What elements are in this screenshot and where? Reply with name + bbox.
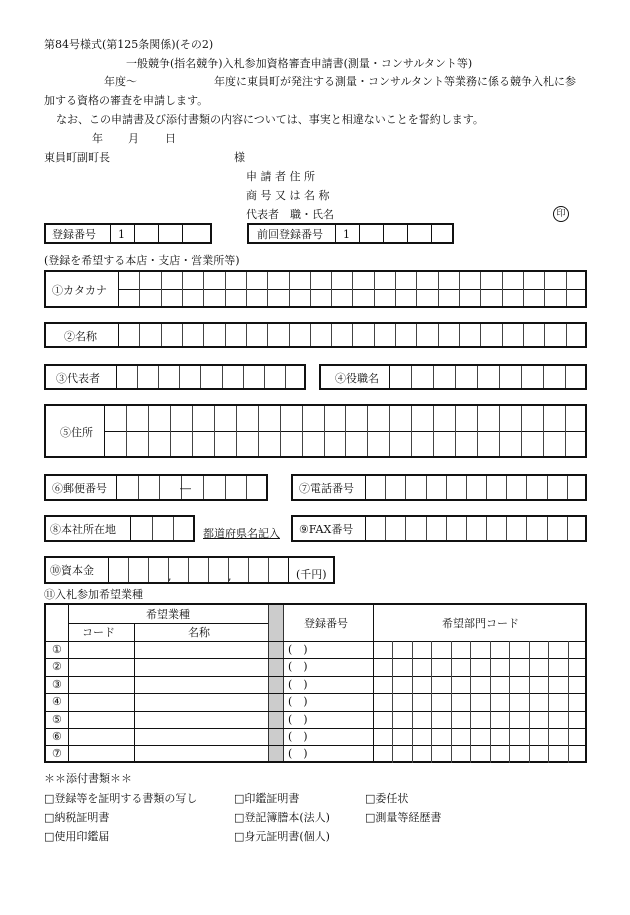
date-month: 月 [128,132,139,145]
representative-field[interactable] [44,364,306,390]
address-label: ⑤住所 [60,426,93,439]
bid-table-title: ⑪入札参加希望業種 [44,588,143,601]
date-day: 日 [165,132,176,145]
attachment-item[interactable]: □使用印鑑届 [44,830,110,843]
applicant-name-label: 商 号 又 は 名 称 [246,189,330,202]
row-number: ⑥ [52,730,62,743]
page-title: 一般競争(指名競争)入札参加資格審査申請書(測量・コンサルタント等) [126,57,473,70]
address-field[interactable] [44,404,587,458]
attachment-item[interactable]: □委任状 [365,792,409,805]
hq-location-label: ⑧本社所在地 [50,523,116,536]
postal-code-label: ⑥郵便番号 [52,482,107,495]
row-registration-paren: ( ) [288,695,308,709]
prev-registration-number-box[interactable] [247,223,454,244]
name-label: ②名称 [64,330,97,343]
date-year: 年 [92,132,103,145]
col-name-header: 名称 [188,626,210,639]
attachment-item[interactable]: □登記簿謄本(法人) [234,811,330,824]
capital-unit: (千円) [296,568,327,581]
prefecture-note: 都道府県名記入 [203,527,280,540]
row-number: ③ [52,677,62,691]
honorific: 様 [234,151,245,164]
row-number: ② [52,660,62,674]
row-registration-paren: ( ) [288,677,308,691]
capital-comma-1: , [168,570,172,583]
registration-number-box[interactable] [44,223,212,244]
phone-field[interactable] [291,474,587,501]
applicant-rep-label: 代表者 職・氏名 [246,208,334,221]
col-dept-code-header: 希望部門コード [442,617,519,630]
position-field[interactable] [319,364,587,390]
attachment-item[interactable]: □納税証明書 [44,811,110,824]
registration-number-value: 1 [118,228,125,241]
row-registration-paren: ( ) [288,730,308,743]
postal-dash: ― [180,482,191,495]
position-label: ④役職名 [335,372,379,385]
capital-comma-2: , [228,570,232,583]
body-line-2: 加する資格の審査を申請します。 [44,94,209,107]
registration-number-label: 登録番号 [52,228,96,241]
prev-registration-value: 1 [343,228,350,241]
body-line-3: なお、この申請書及び添付書類の内容については、事実と相違ないことを誓約します。 [56,113,484,126]
capital-label: ⑩資本金 [50,564,94,577]
body-line-1: 年度に東員町が発注する測量・コンサルタント等業務に係る競争入札に参 [214,75,577,88]
attachment-item[interactable]: □登録等を証明する書類の写し [44,792,198,805]
postal-code-field[interactable] [44,474,268,501]
col-desired-header: 希望業種 [146,608,190,621]
katakana-label: ①カタカナ [52,284,107,297]
attachment-item[interactable]: □測量等経歴書 [365,811,442,824]
fiscal-year-label: 年度～ [104,75,137,88]
attachment-item[interactable]: □印鑑証明書 [234,792,300,805]
fax-label: ⑨FAX番号 [299,523,354,536]
row-registration-paren: ( ) [288,660,308,674]
seal-icon: 印 [553,206,569,222]
section-note: (登録を希望する本店・支店・営業所等) [44,254,240,267]
prev-registration-label: 前回登録番号 [257,228,323,241]
col-code-header: コード [82,626,115,639]
row-registration-paren: ( ) [288,712,308,726]
row-number: ④ [52,695,62,709]
row-number: ⑦ [52,747,62,761]
name-field[interactable] [44,322,587,348]
col-reg-no-header: 登録番号 [304,617,348,630]
row-number: ① [52,643,62,656]
representative-label: ③代表者 [56,372,100,385]
fax-field[interactable] [291,515,587,542]
attachment-item[interactable]: □身元証明書(個人) [234,830,330,843]
katakana-field[interactable] [44,270,587,308]
phone-label: ⑦電話番号 [299,482,354,495]
recipient: 東員町副町長 [44,151,110,164]
capital-field[interactable] [44,556,335,584]
row-registration-paren: ( ) [288,643,308,656]
bid-category-table [44,603,587,763]
hq-location-field[interactable] [44,515,195,542]
applicant-address-label: 申 請 者 住 所 [246,170,315,183]
row-registration-paren: ( ) [288,747,308,761]
form-number: 第84号様式(第125条関係)(その2) [44,38,214,51]
row-number: ⑤ [52,712,62,726]
attachments-title: ＊＊添付書類＊＊ [44,772,132,785]
